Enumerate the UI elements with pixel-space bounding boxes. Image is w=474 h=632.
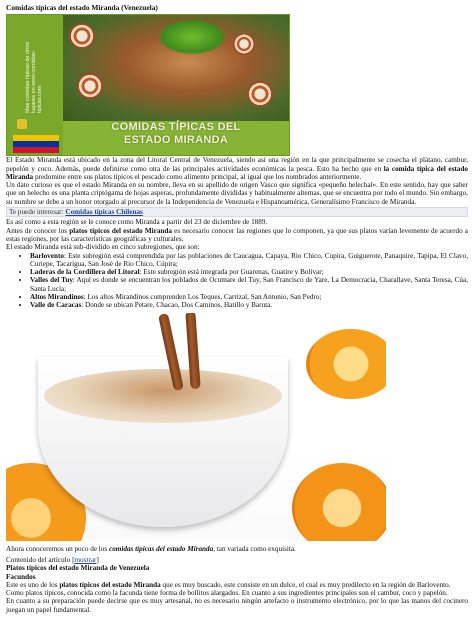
toc-show-link[interactable]: mostrar	[74, 555, 97, 564]
banner-caption-line2: ESTADO MIRANDA	[123, 134, 229, 147]
paragraph-facundos-1	[6, 581, 468, 589]
text-bold-italic: comidas típicas del estado Miranda	[109, 544, 214, 553]
text: Este es uno de los	[6, 580, 60, 589]
page-title: Comidas típicas del estado Miranda (Venezuela)	[6, 3, 158, 12]
banner-image	[6, 14, 290, 156]
regions-list	[6, 252, 468, 310]
see-also-box	[6, 207, 468, 217]
heading-text: Platos típicos del estado Miranda de Venezuela	[6, 564, 150, 573]
region-name: Barlovento	[30, 251, 64, 260]
region-name: Laderas de la Cordillera del Litoral	[30, 268, 140, 277]
toc-suffix: ]	[96, 555, 99, 564]
toc-prefix: Contenido del artículo [	[6, 555, 75, 564]
text: El Estado Miranda está ubicado en la zona del Litoral Central de Venezuela, siendo así una región en la que principalmente se cosecha el plátano, cambur, pepelón y coco. Además, puede definirse como otra de las principales actividades económicas la pesca. Esto ha hecho que en	[6, 156, 468, 173]
subsection-heading	[6, 573, 468, 581]
list-item	[30, 301, 468, 309]
greens-decoration	[157, 19, 227, 55]
state-emblem-icon	[17, 119, 27, 129]
region-text: : Los altos Mirandinos comprenden Los Teques, Carrizal, San Antonio, San Pedro;	[83, 293, 322, 302]
text: que es muy buscado, este consiste en un dulce, el cual es muy predilecto en la región de Barlovento.	[160, 580, 451, 589]
orange-slice	[292, 463, 386, 541]
region-name: Valle de Caracas	[30, 301, 82, 310]
rice-pudding	[44, 369, 282, 423]
list-item	[30, 252, 468, 269]
paragraph-subregions: El estado Miranda está sub-dividido en cinco subregiones, que son:	[6, 243, 200, 252]
region-name: Valles del Tuy	[30, 276, 73, 285]
see-also-prefix: Te puede interesar:	[9, 208, 66, 217]
paragraph-facundos-2: Como platos típicos, conocida como la facunda tiene forma de bollitos alargados. En cuanto a sus ingredientes principales son el cambur, coco y papelón.	[6, 589, 448, 598]
see-also-link[interactable]: Comidas típicas Chilenas	[65, 208, 143, 217]
rice-pudding-image	[6, 313, 386, 541]
banner-vertical-text: Mas comidas típicas de otros lugares en www.comidas-tipicas.com	[25, 42, 43, 114]
text: , tan variada como exquisita.	[213, 544, 296, 553]
venezuela-flag-icon	[13, 135, 59, 153]
text: Antes de conocer los	[6, 226, 70, 235]
text: Ahora conoceremos un poco de los	[6, 544, 109, 553]
list-item	[30, 293, 468, 301]
heading-text: Facundos	[6, 572, 36, 581]
table-of-contents	[6, 556, 468, 564]
region-text: : Donde se ubican Petare, Chacao, Dos Caminos, Hatillo y Baruta.	[81, 301, 273, 310]
text-bold: platos típicos del estado Miranda	[59, 580, 161, 589]
list-item	[30, 276, 468, 293]
text-bold: la comida típica del estado Miranda	[6, 164, 468, 181]
paragraph-intro-dishes	[6, 545, 468, 553]
list-item	[30, 268, 468, 276]
banner-caption	[63, 121, 289, 155]
section-heading	[6, 564, 468, 572]
region-text: : Este subregión está comprendida por las poblaciones de Caucagua, Capaya, Rio Chico, Cupira, Guiguerote, Panaquire, Tapipa, El Clavo, Curiepe, Tacarigua, San José de Rio Chico, Cúpira;	[30, 251, 468, 268]
paragraph-intro	[6, 156, 468, 181]
paragraph-facundos-3: En cuanto a su preparación puede decirse que es muy artesanal, no es necesario ningún artefacto o instrumento electrónico, por lo que las manos del cocinero juegan un papel fundamental.	[6, 597, 468, 614]
paragraph-name-origin: Un dato curioso es que el estado Miranda en su nombre, lleva en su apellido de origen Vasco que significa «pequeño helechal». En este sentido, hay que saber que un helecho es una planta criptógama de hojas asperas, profundamente divididas y habitualmente alternas, que se encuentra por todo el mundo. Sin embargo, su nombre se debe a un honor otorgado al precursor de la Independencia de Venezuela e Hispanoamérica, Generalísimo Francisco de Miranda.	[6, 181, 468, 206]
region-name: Altos Mirandinos	[30, 293, 84, 302]
text-bold: platos típicos del estado Miranda	[69, 226, 173, 235]
region-text: : Aquí es donde se encuentran los poblados de Ocumare del Tuy, San Francisco de Yare, La Democracia, Charallave, Santa Teresa, Cúa, Santa Lucía;	[30, 276, 468, 293]
text: es necesario conocer las regiones que lo componen, ya que sus platos varían levemente de acuerdo a estas regiones, por las características geográficas y culturales.	[6, 226, 468, 243]
orange-slice	[306, 329, 386, 399]
region-text: : Este subregión está integrada por Guarenas, Guatire y Bolívar;	[139, 268, 324, 277]
paragraph-date: Es así como a esta región se le conoce como Miranda a partir del 23 de diciembre de 1889.	[6, 218, 268, 227]
banner-caption-line1: COMIDAS TÍPICAS DEL	[111, 121, 241, 134]
paragraph-regions-intro	[6, 227, 468, 244]
text: predomine entre sus platos típicos el pescado como alimento principal, al igual que los nombrados anteriormente.	[33, 172, 362, 181]
